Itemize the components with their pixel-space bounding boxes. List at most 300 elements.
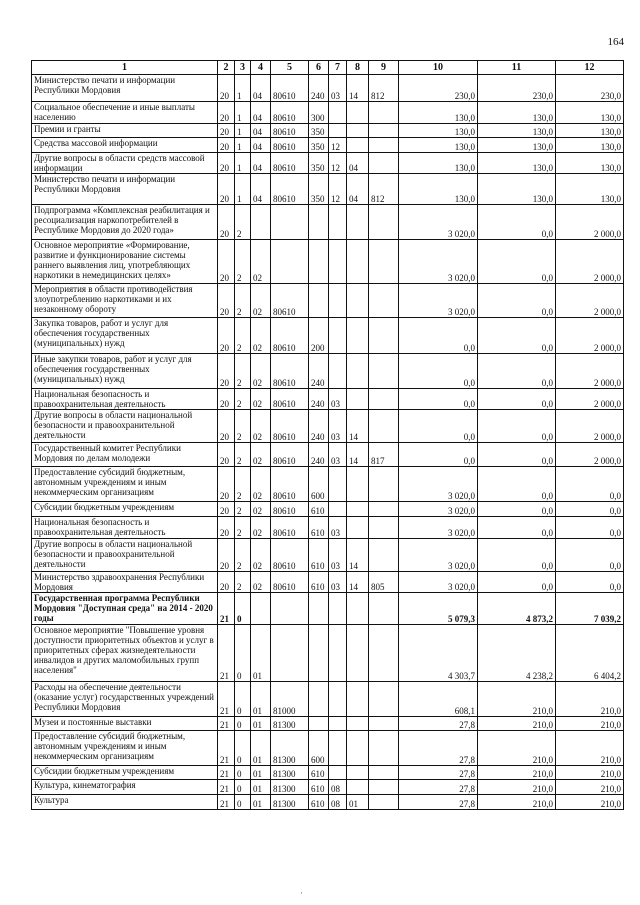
cell-col-6 <box>309 240 329 284</box>
cell-col-3: 2 <box>235 284 251 318</box>
cell-col-6: 600 <box>309 467 329 502</box>
cell-col-9 <box>369 240 399 284</box>
cell-col-8 <box>347 205 369 240</box>
cell-col-5: 80610 <box>271 354 309 389</box>
cell-col-2: 20 <box>218 517 235 539</box>
cell-col-7 <box>329 240 347 284</box>
cell-col-11: 0,0 <box>478 539 556 572</box>
cell-col-7: 03 <box>329 410 347 443</box>
row-name: Государственный комитет Республики Мордовия по делам молодежи <box>32 443 218 467</box>
cell-col-11: 0,0 <box>478 517 556 539</box>
cell-col-10: 27,8 <box>399 766 478 780</box>
cell-col-4: 04 <box>251 153 271 174</box>
cell-col-10: 608,1 <box>399 682 478 717</box>
cell-col-11: 0,0 <box>478 443 556 467</box>
cell-col-4: 04 <box>251 174 271 205</box>
table-row <box>32 467 624 502</box>
cell-col-10: 0,0 <box>399 354 478 389</box>
cell-col-9: 805 <box>369 572 399 593</box>
cell-col-6: 350 <box>309 153 329 174</box>
cell-col-5: 80610 <box>271 502 309 517</box>
cell-col-7 <box>329 682 347 717</box>
cell-col-4: 02 <box>251 284 271 318</box>
cell-col-8 <box>347 593 369 625</box>
cell-col-11: 210,0 <box>478 731 556 766</box>
cell-col-10: 3 020,0 <box>399 284 478 318</box>
cell-col-6 <box>309 593 329 625</box>
cell-col-10: 0,0 <box>399 410 478 443</box>
cell-col-3: 0 <box>235 717 251 731</box>
cell-col-4: 01 <box>251 682 271 717</box>
cell-col-11: 0,0 <box>478 354 556 389</box>
cell-col-2: 20 <box>218 318 235 354</box>
cell-col-7: 03 <box>329 539 347 572</box>
cell-col-11: 0,0 <box>478 205 556 240</box>
cell-col-12: 130,0 <box>556 138 624 153</box>
cell-col-9 <box>369 124 399 138</box>
cell-col-7 <box>329 502 347 517</box>
cell-col-7: 08 <box>329 780 347 795</box>
cell-col-5: 81300 <box>271 717 309 731</box>
row-name: Другие вопросы в области национальной безопасности и правоохранительной деятельности <box>32 539 218 572</box>
cell-col-4: 02 <box>251 318 271 354</box>
cell-col-7 <box>329 205 347 240</box>
cell-col-4: 01 <box>251 717 271 731</box>
cell-col-2: 21 <box>218 625 235 682</box>
cell-col-5: 80610 <box>271 102 309 124</box>
cell-col-11: 0,0 <box>478 572 556 593</box>
cell-col-10: 0,0 <box>399 389 478 410</box>
cell-col-12: 210,0 <box>556 731 624 766</box>
cell-col-6: 350 <box>309 138 329 153</box>
cell-col-4: 02 <box>251 389 271 410</box>
cell-col-12: 0,0 <box>556 517 624 539</box>
cell-col-12: 2 000,0 <box>556 318 624 354</box>
cell-col-4: 01 <box>251 625 271 682</box>
row-name: Культура, кинематография <box>32 780 218 795</box>
cell-col-6: 610 <box>309 539 329 572</box>
cell-col-9 <box>369 354 399 389</box>
cell-col-11: 0,0 <box>478 410 556 443</box>
cell-col-7: 03 <box>329 75 347 102</box>
budget-table <box>31 60 624 810</box>
cell-col-3: 0 <box>235 682 251 717</box>
cell-col-6 <box>309 625 329 682</box>
cell-col-10: 130,0 <box>399 174 478 205</box>
cell-col-2: 20 <box>218 205 235 240</box>
cell-col-12: 0,0 <box>556 539 624 572</box>
cell-col-6: 610 <box>309 502 329 517</box>
cell-col-5: 80610 <box>271 75 309 102</box>
cell-col-5: 81300 <box>271 780 309 795</box>
cell-col-2: 21 <box>218 682 235 717</box>
cell-col-6: 200 <box>309 318 329 354</box>
cell-col-12: 130,0 <box>556 102 624 124</box>
table-row <box>32 517 624 539</box>
cell-col-4 <box>251 593 271 625</box>
cell-col-4: 01 <box>251 766 271 780</box>
cell-col-9 <box>369 138 399 153</box>
header-row <box>32 61 624 75</box>
row-name: Культура <box>32 795 218 810</box>
cell-col-5: 80610 <box>271 517 309 539</box>
column-header-7: 7 <box>329 61 347 75</box>
cell-col-2: 20 <box>218 240 235 284</box>
cell-col-12: 7 039,2 <box>556 593 624 625</box>
cell-col-7 <box>329 354 347 389</box>
cell-col-2: 21 <box>218 795 235 810</box>
cell-col-12: 0,0 <box>556 467 624 502</box>
cell-col-10: 27,8 <box>399 780 478 795</box>
cell-col-5: 80610 <box>271 174 309 205</box>
row-name: Премии и гранты <box>32 124 218 138</box>
cell-col-10: 27,8 <box>399 731 478 766</box>
cell-col-4: 02 <box>251 539 271 572</box>
cell-col-3: 2 <box>235 389 251 410</box>
cell-col-2: 21 <box>218 593 235 625</box>
cell-col-11: 210,0 <box>478 682 556 717</box>
cell-col-3: 2 <box>235 467 251 502</box>
cell-col-2: 21 <box>218 780 235 795</box>
row-name: Предоставление субсидий бюджетным, автономным учреждениям и иным некоммерческим организациям <box>32 467 218 502</box>
cell-col-8 <box>347 517 369 539</box>
cell-col-9 <box>369 625 399 682</box>
cell-col-9 <box>369 467 399 502</box>
cell-col-5: 80610 <box>271 443 309 467</box>
cell-col-3: 1 <box>235 153 251 174</box>
table-row <box>32 780 624 795</box>
cell-col-6: 240 <box>309 75 329 102</box>
cell-col-3: 2 <box>235 572 251 593</box>
cell-col-3: 2 <box>235 443 251 467</box>
row-name: Субсидии бюджетным учреждениям <box>32 502 218 517</box>
table-row <box>32 240 624 284</box>
row-name: Министерство печати и информации Республики Мордовия <box>32 75 218 102</box>
cell-col-10: 27,8 <box>399 795 478 810</box>
cell-col-12: 0,0 <box>556 572 624 593</box>
cell-col-7 <box>329 593 347 625</box>
cell-col-12: 2 000,0 <box>556 240 624 284</box>
table-row <box>32 539 624 572</box>
cell-col-4 <box>251 205 271 240</box>
cell-col-6 <box>309 284 329 318</box>
cell-col-8 <box>347 780 369 795</box>
cell-col-2: 21 <box>218 731 235 766</box>
cell-col-3: 0 <box>235 766 251 780</box>
row-name: Основное мероприятие "Повышение уровня доступности приоритетных объектов и услуг в приоритетных сферах жизнедеятельности инвалидов и других маломобильных групп населения" <box>32 625 218 682</box>
cell-col-8 <box>347 240 369 284</box>
cell-col-6: 600 <box>309 731 329 766</box>
cell-col-4: 02 <box>251 443 271 467</box>
cell-col-11: 0,0 <box>478 284 556 318</box>
cell-col-2: 20 <box>218 502 235 517</box>
cell-col-2: 20 <box>218 572 235 593</box>
row-name: Музеи и постоянные выставки <box>32 717 218 731</box>
cell-col-5: 80610 <box>271 124 309 138</box>
cell-col-5: 80610 <box>271 572 309 593</box>
cell-col-7: 03 <box>329 389 347 410</box>
cell-col-6: 300 <box>309 102 329 124</box>
cell-col-11: 130,0 <box>478 102 556 124</box>
row-name: Национальная безопасность и правоохранительная деятельность <box>32 517 218 539</box>
cell-col-8: 04 <box>347 174 369 205</box>
cell-col-6: 350 <box>309 174 329 205</box>
cell-col-8 <box>347 467 369 502</box>
cell-col-8 <box>347 284 369 318</box>
cell-col-10: 3 020,0 <box>399 539 478 572</box>
cell-col-12: 2 000,0 <box>556 389 624 410</box>
cell-col-12: 130,0 <box>556 153 624 174</box>
cell-col-10: 230,0 <box>399 75 478 102</box>
cell-col-10: 3 020,0 <box>399 572 478 593</box>
cell-col-9 <box>369 389 399 410</box>
cell-col-3: 2 <box>235 517 251 539</box>
column-header-3: 3 <box>235 61 251 75</box>
cell-col-6 <box>309 682 329 717</box>
table-row <box>32 443 624 467</box>
cell-col-12: 210,0 <box>556 682 624 717</box>
table-row <box>32 682 624 717</box>
cell-col-12: 230,0 <box>556 75 624 102</box>
cell-col-9 <box>369 517 399 539</box>
row-name: Субсидии бюджетным учреждениям <box>32 766 218 780</box>
row-name: Другие вопросы в области средств массовой информации <box>32 153 218 174</box>
cell-col-11: 4 238,2 <box>478 625 556 682</box>
cell-col-10: 3 020,0 <box>399 205 478 240</box>
cell-col-3: 0 <box>235 625 251 682</box>
cell-col-11: 130,0 <box>478 174 556 205</box>
table-row <box>32 284 624 318</box>
cell-col-3: 0 <box>235 731 251 766</box>
cell-col-12: 6 404,2 <box>556 625 624 682</box>
table-row <box>32 717 624 731</box>
row-name: Закупка товаров, работ и услуг для обеспечения государственных (муниципальных) нужд <box>32 318 218 354</box>
cell-col-6 <box>309 205 329 240</box>
cell-col-2: 20 <box>218 443 235 467</box>
cell-col-3: 0 <box>235 593 251 625</box>
cell-col-5 <box>271 625 309 682</box>
row-name: Государственная программа Республики Мордовия "Доступная среда" на 2014 - 2020 годы <box>32 593 218 625</box>
cell-col-2: 20 <box>218 124 235 138</box>
cell-col-5: 80610 <box>271 318 309 354</box>
cell-col-3: 1 <box>235 102 251 124</box>
cell-col-2: 20 <box>218 75 235 102</box>
column-header-11: 11 <box>478 61 556 75</box>
cell-col-4: 04 <box>251 138 271 153</box>
cell-col-10: 130,0 <box>399 138 478 153</box>
cell-col-6 <box>309 717 329 731</box>
table-row <box>32 389 624 410</box>
table-row <box>32 75 624 102</box>
cell-col-9 <box>369 539 399 572</box>
cell-col-4: 02 <box>251 467 271 502</box>
cell-col-9 <box>369 318 399 354</box>
cell-col-5: 81300 <box>271 766 309 780</box>
cell-col-5: 80610 <box>271 410 309 443</box>
cell-col-8 <box>347 389 369 410</box>
cell-col-2: 21 <box>218 766 235 780</box>
cell-col-3: 1 <box>235 138 251 153</box>
column-header-5: 5 <box>271 61 309 75</box>
cell-col-7 <box>329 731 347 766</box>
cell-col-3: 1 <box>235 174 251 205</box>
table-row <box>32 572 624 593</box>
table-row <box>32 102 624 124</box>
column-header-9: 9 <box>369 61 399 75</box>
cell-col-3: 2 <box>235 354 251 389</box>
cell-col-6: 610 <box>309 795 329 810</box>
cell-col-3: 2 <box>235 502 251 517</box>
cell-col-10: 130,0 <box>399 124 478 138</box>
cell-col-7: 08 <box>329 795 347 810</box>
cell-col-10: 130,0 <box>399 102 478 124</box>
cell-col-7 <box>329 766 347 780</box>
cell-col-2: 20 <box>218 467 235 502</box>
cell-col-4: 04 <box>251 102 271 124</box>
cell-col-12: 210,0 <box>556 766 624 780</box>
cell-col-5: 81000 <box>271 682 309 717</box>
cell-col-10: 0,0 <box>399 318 478 354</box>
cell-col-10: 3 020,0 <box>399 502 478 517</box>
cell-col-11: 210,0 <box>478 780 556 795</box>
cell-col-4: 01 <box>251 795 271 810</box>
table-row <box>32 124 624 138</box>
column-header-12: 12 <box>556 61 624 75</box>
cell-col-2: 20 <box>218 284 235 318</box>
cell-col-2: 20 <box>218 102 235 124</box>
cell-col-2: 20 <box>218 354 235 389</box>
cell-col-9 <box>369 780 399 795</box>
cell-col-8: 14 <box>347 572 369 593</box>
cell-col-12: 210,0 <box>556 717 624 731</box>
table-row <box>32 731 624 766</box>
cell-col-4: 02 <box>251 240 271 284</box>
cell-col-4: 02 <box>251 517 271 539</box>
column-header-10: 10 <box>399 61 478 75</box>
cell-col-9 <box>369 593 399 625</box>
cell-col-3: 1 <box>235 124 251 138</box>
table-row <box>32 766 624 780</box>
cell-col-10: 3 020,0 <box>399 467 478 502</box>
column-header-6: 6 <box>309 61 329 75</box>
cell-col-9 <box>369 502 399 517</box>
cell-col-11: 130,0 <box>478 124 556 138</box>
cell-col-5: 80610 <box>271 153 309 174</box>
cell-col-7 <box>329 625 347 682</box>
cell-col-10: 4 303,7 <box>399 625 478 682</box>
cell-col-12: 0,0 <box>556 502 624 517</box>
cell-col-2: 20 <box>218 389 235 410</box>
cell-col-5: 80610 <box>271 539 309 572</box>
cell-col-9 <box>369 102 399 124</box>
row-name: Основное мероприятие «Формирование, развитие и функционирование системы раннего выявления лиц, употребляющих наркотики в немедицинских целях» <box>32 240 218 284</box>
cell-col-8 <box>347 717 369 731</box>
cell-col-11: 130,0 <box>478 138 556 153</box>
cell-col-2: 20 <box>218 138 235 153</box>
cell-col-11: 0,0 <box>478 502 556 517</box>
cell-col-12: 2 000,0 <box>556 443 624 467</box>
cell-col-6: 240 <box>309 354 329 389</box>
cell-col-7: 12 <box>329 174 347 205</box>
cell-col-8 <box>347 766 369 780</box>
cell-col-8 <box>347 354 369 389</box>
table-row <box>32 205 624 240</box>
cell-col-9 <box>369 766 399 780</box>
cell-col-6: 240 <box>309 410 329 443</box>
row-name: Министерство печати и информации Республики Мордовия <box>32 174 218 205</box>
cell-col-8 <box>347 731 369 766</box>
cell-col-2: 21 <box>218 717 235 731</box>
cell-col-10: 130,0 <box>399 153 478 174</box>
cell-col-8: 04 <box>347 153 369 174</box>
cell-col-7 <box>329 717 347 731</box>
cell-col-4: 01 <box>251 780 271 795</box>
cell-col-4: 04 <box>251 124 271 138</box>
cell-col-6: 350 <box>309 124 329 138</box>
cell-col-8: 14 <box>347 443 369 467</box>
cell-col-10: 0,0 <box>399 443 478 467</box>
cell-col-7 <box>329 124 347 138</box>
cell-col-6: 610 <box>309 766 329 780</box>
cell-col-8: 14 <box>347 539 369 572</box>
cell-col-7 <box>329 318 347 354</box>
cell-col-8 <box>347 138 369 153</box>
cell-col-5: 80610 <box>271 138 309 153</box>
cell-col-6: 610 <box>309 517 329 539</box>
cell-col-12: 130,0 <box>556 174 624 205</box>
cell-col-11: 210,0 <box>478 766 556 780</box>
cell-col-10: 3 020,0 <box>399 240 478 284</box>
cell-col-12: 210,0 <box>556 795 624 810</box>
cell-col-5: 80610 <box>271 467 309 502</box>
cell-col-7: 12 <box>329 153 347 174</box>
cell-col-7: 12 <box>329 138 347 153</box>
cell-col-8: 14 <box>347 410 369 443</box>
cell-col-11: 0,0 <box>478 318 556 354</box>
table-row <box>32 153 624 174</box>
cell-col-6: 610 <box>309 780 329 795</box>
cell-col-3: 2 <box>235 318 251 354</box>
cell-col-3: 1 <box>235 75 251 102</box>
cell-col-11: 0,0 <box>478 240 556 284</box>
cell-col-8 <box>347 318 369 354</box>
cell-col-9 <box>369 682 399 717</box>
cell-col-11: 210,0 <box>478 717 556 731</box>
scan-mark: · <box>300 888 303 898</box>
cell-col-9: 812 <box>369 75 399 102</box>
cell-col-11: 230,0 <box>478 75 556 102</box>
cell-col-12: 2 000,0 <box>556 354 624 389</box>
cell-col-7 <box>329 467 347 502</box>
cell-col-3: 2 <box>235 410 251 443</box>
cell-col-4: 04 <box>251 75 271 102</box>
cell-col-8 <box>347 102 369 124</box>
row-name: Национальная безопасность и правоохранительная деятельность <box>32 389 218 410</box>
cell-col-8: 01 <box>347 795 369 810</box>
cell-col-6: 240 <box>309 443 329 467</box>
cell-col-4: 02 <box>251 410 271 443</box>
table-row <box>32 138 624 153</box>
cell-col-9 <box>369 717 399 731</box>
column-header-1: 1 <box>32 61 218 75</box>
cell-col-2: 20 <box>218 153 235 174</box>
row-name: Социальное обеспечение и иные выплаты населению <box>32 102 218 124</box>
cell-col-9 <box>369 410 399 443</box>
row-name: Подпрограмма «Комплексная реабилитация и ресоциализация наркопотребителей в Республике Мордовия до 2020 года» <box>32 205 218 240</box>
table-row <box>32 795 624 810</box>
cell-col-11: 4 873,2 <box>478 593 556 625</box>
table-row <box>32 593 624 625</box>
